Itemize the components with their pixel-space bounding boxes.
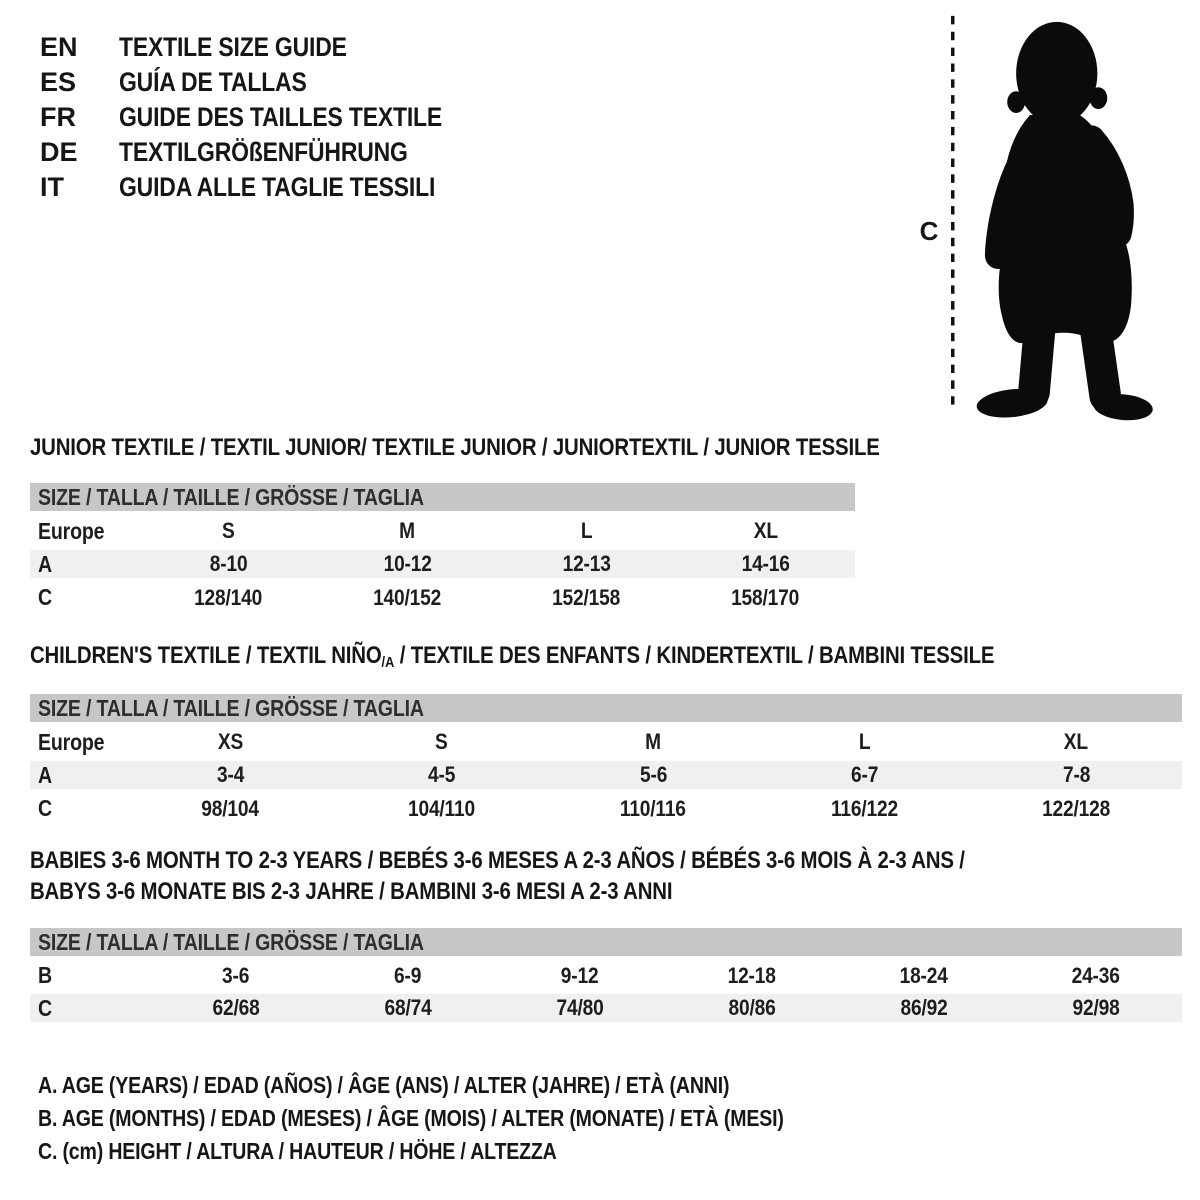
language-title: GUIDE DES TAILLES TEXTILE	[119, 102, 443, 132]
legend-line-c: C. (cm) HEIGHT / ALTURA / HAUTEUR / HÖHE / ALTEZZA	[38, 1138, 557, 1164]
table-row-age-months	[30, 959, 1182, 992]
size-cell: 4-5	[428, 762, 456, 787]
language-title: GUIDA ALLE TAGLIE TESSILI	[119, 172, 436, 202]
toddler-silhouette	[975, 22, 1154, 423]
language-row-de	[40, 135, 499, 170]
section-title: CHILDREN'S TEXTILE / TEXTIL NIÑO/A / TEXTILE DES ENFANTS / KINDERTEXTIL / BAMBINI TESSILE	[30, 642, 995, 671]
size-cell: 86/92	[900, 995, 948, 1020]
measurement-legend	[38, 1069, 915, 1168]
language-code: IT	[40, 172, 64, 202]
size-cell: 116/122	[831, 795, 899, 821]
size-cell: 80/86	[728, 995, 776, 1020]
title-subscript: /A	[381, 654, 395, 671]
size-cell: 92/98	[1072, 995, 1120, 1020]
table-row-height-cm	[30, 580, 855, 615]
legend-line-b: B. AGE (MONTHS) / EDAD (MESES) / ÂGE (MOIS) / ALTER (MONATE) / ETÀ (MESI)	[38, 1105, 784, 1131]
size-cell: 14-16	[741, 551, 790, 576]
babies-size-table	[30, 928, 1182, 1022]
size-cell: 140/152	[373, 584, 442, 610]
size-cell: 6-9	[394, 962, 422, 988]
size-cell: 3-6	[222, 962, 250, 988]
size-cell: 6-7	[851, 762, 879, 787]
table-row-europe	[30, 725, 1182, 759]
children-size-table	[30, 694, 1182, 826]
size-cell: 104/110	[408, 795, 476, 821]
section-title: JUNIOR TEXTILE / TEXTIL JUNIOR/ TEXTILE JUNIOR / JUNIORTEXTIL / JUNIOR TESSILE	[30, 434, 880, 461]
row-label: Europe	[38, 517, 105, 544]
language-code: EN	[40, 32, 78, 62]
row-label: A	[38, 550, 52, 577]
size-cell: 110/116	[620, 795, 687, 821]
table-row-age-years	[30, 761, 1182, 789]
size-cell: 10-12	[383, 551, 432, 576]
size-cell: 158/170	[731, 584, 800, 610]
junior-size-table	[30, 483, 855, 615]
section-junior-textile	[30, 434, 880, 617]
language-row-it	[40, 170, 499, 205]
row-label: C	[38, 795, 52, 821]
babies-title-line1: BABIES 3-6 MONTH TO 2-3 YEARS / BEBÉS 3-6 MESES A 2-3 AÑOS / BÉBÉS 3-6 MOIS À 2-3 ANS /	[30, 847, 965, 874]
language-code: ES	[40, 67, 77, 97]
babies-title-line2: BABYS 3-6 MONATE BIS 2-3 JAHRE / BAMBINI 3-6 MESI A 2-3 ANNI	[30, 878, 673, 905]
size-cell: 74/80	[556, 995, 604, 1020]
size-cell: M	[645, 729, 662, 754]
size-cell: S	[222, 518, 235, 543]
size-cell: 18-24	[899, 962, 948, 988]
size-table-header-band: SIZE / TALLA / TAILLE / GRÖSSE / TAGLIA	[30, 483, 855, 511]
size-cell: 5-6	[639, 762, 667, 787]
size-cell: 62/68	[212, 995, 260, 1020]
height-measure-label: C	[919, 216, 939, 246]
size-cell: 128/140	[194, 584, 263, 610]
size-cell: 98/104	[201, 795, 259, 821]
section-childrens-textile	[30, 642, 1182, 828]
language-list	[40, 30, 499, 205]
size-cell: 12-13	[562, 551, 611, 576]
row-label: Europe	[38, 728, 105, 755]
row-label: C	[38, 994, 52, 1021]
size-cell: 122/128	[1042, 795, 1111, 821]
section-title	[30, 845, 1182, 907]
size-cell: 24-36	[1071, 962, 1120, 988]
size-cell: 9-12	[560, 962, 599, 988]
language-title: TEXTILGRÖßENFÜHRUNG	[119, 137, 408, 167]
size-table-header-band: SIZE / TALLA / TAILLE / GRÖSSE / TAGLIA	[30, 928, 1182, 956]
language-code: FR	[40, 102, 76, 132]
size-cell: 3-4	[216, 762, 244, 787]
table-row-age-years	[30, 550, 855, 578]
size-cell: L	[580, 518, 593, 543]
table-row-europe	[30, 514, 855, 548]
size-cell: 8-10	[209, 551, 248, 576]
language-title: TEXTILE SIZE GUIDE	[119, 32, 347, 62]
size-cell: 68/74	[384, 995, 432, 1020]
size-cell: XL	[753, 518, 778, 543]
section-babies-textile	[30, 845, 1182, 1024]
size-cell: 152/158	[552, 584, 621, 610]
row-label: C	[38, 584, 52, 610]
language-row-fr	[40, 100, 499, 135]
legend-line-a: A. AGE (YEARS) / EDAD (AÑOS) / ÂGE (ANS) / ALTER (JAHRE) / ETÀ (ANNI)	[38, 1072, 730, 1098]
size-table-header-band: SIZE / TALLA / TAILLE / GRÖSSE / TAGLIA	[30, 694, 1182, 722]
size-cell: XL	[1064, 729, 1089, 754]
language-title: GUÍA DE TALLAS	[119, 67, 307, 97]
size-cell: M	[399, 518, 416, 543]
language-code: DE	[40, 137, 78, 167]
row-label: B	[38, 962, 52, 988]
size-cell: S	[435, 729, 448, 754]
size-cell: XS	[217, 729, 243, 754]
table-row-height-cm	[30, 994, 1182, 1022]
size-cell: 7-8	[1062, 762, 1090, 787]
size-cell: 12-18	[727, 962, 776, 988]
size-cell: L	[858, 729, 871, 754]
language-row-en	[40, 30, 499, 65]
language-row-es	[40, 65, 499, 100]
row-label: A	[38, 761, 52, 788]
table-row-height-cm	[30, 791, 1182, 826]
